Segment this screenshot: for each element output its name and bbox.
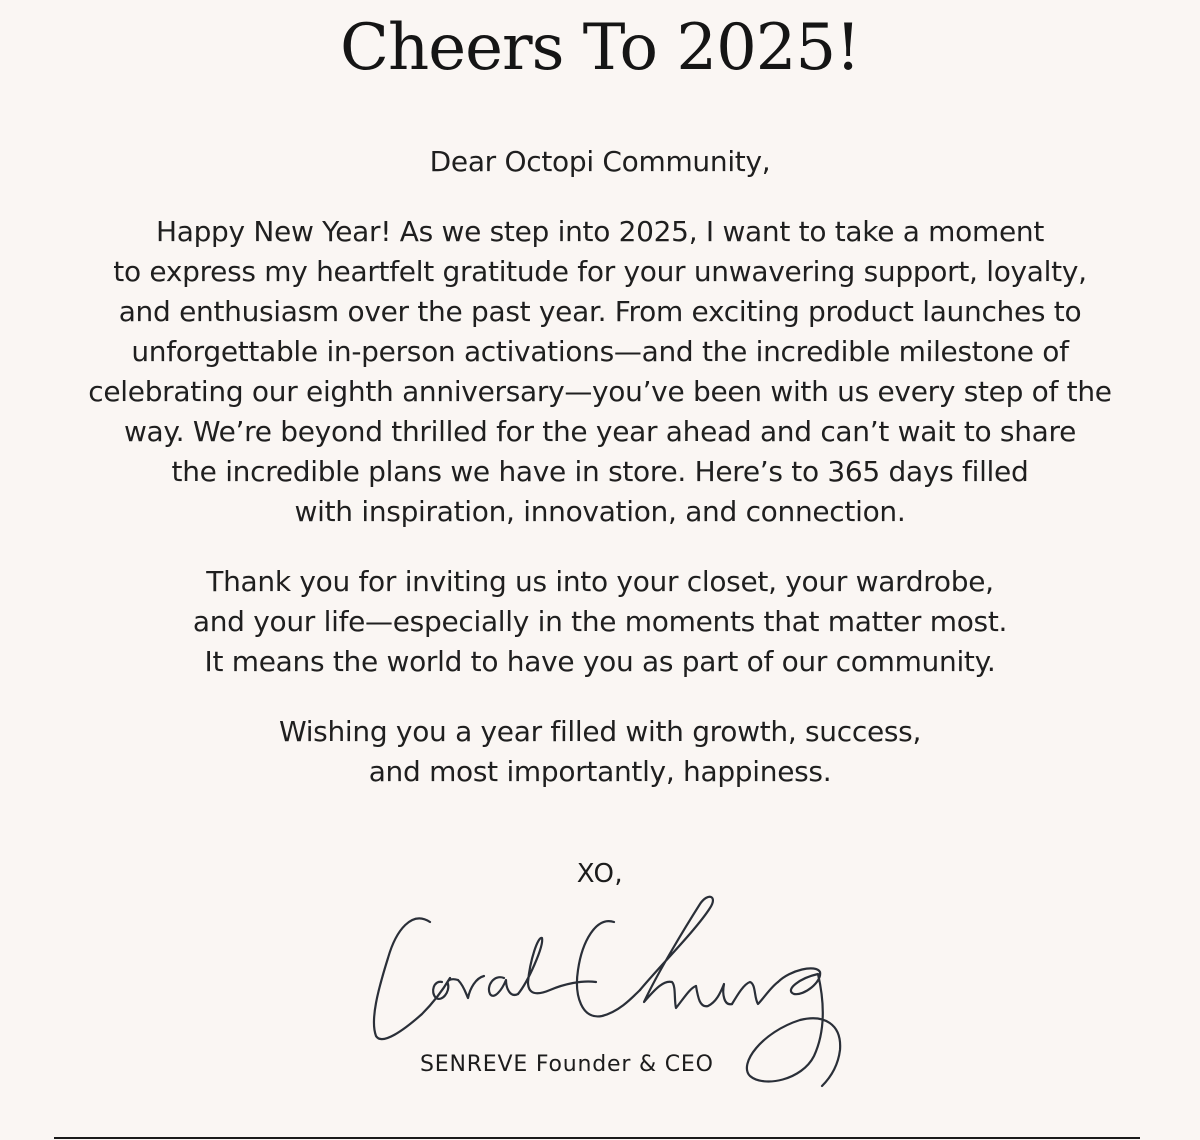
paragraph-line: celebrating our eighth anniversary—you’ve been with us every step of the <box>88 375 1112 408</box>
paragraph-line: and most importantly, happiness. <box>368 755 832 788</box>
letter-title: Cheers To 2025! <box>340 11 860 85</box>
paragraph-line: and enthusiasm over the past year. From exciting product launches to <box>118 295 1082 328</box>
paragraph-line: Happy New Year! As we step into 2025, I want to take a moment <box>155 215 1045 248</box>
letter-closing: XO, <box>576 859 624 889</box>
signer-title: SENREVE Founder & CEO <box>420 1052 714 1077</box>
paragraph-line: to express my heartfelt gratitude for your unwavering support, loyalty, <box>113 255 1087 288</box>
letter-paragraph-2 <box>0 562 1200 682</box>
paragraph-line: way. We’re beyond thrilled for the year ahead and can’t wait to share <box>123 415 1077 448</box>
letter-paragraph-3 <box>0 712 1200 792</box>
paragraph-line: unforgettable in-person activations—and the incredible milestone of <box>131 335 1069 368</box>
paragraph-line: Wishing you a year filled with growth, success, <box>278 715 922 748</box>
paragraph-line: with inspiration, innovation, and connection. <box>294 495 906 528</box>
letter-paragraph-1 <box>0 212 1200 532</box>
paragraph-line: and your life—especially in the moments that matter most. <box>192 605 1008 638</box>
paragraph-line: It means the world to have you as part of our community. <box>204 645 996 678</box>
paragraph-line: Thank you for inviting us into your closet, your wardrobe, <box>206 565 994 598</box>
letter-greeting: Dear Octopi Community, <box>429 145 771 178</box>
divider <box>54 1137 1140 1139</box>
paragraph-line: the incredible plans we have in store. Here’s to 365 days filled <box>171 455 1029 488</box>
